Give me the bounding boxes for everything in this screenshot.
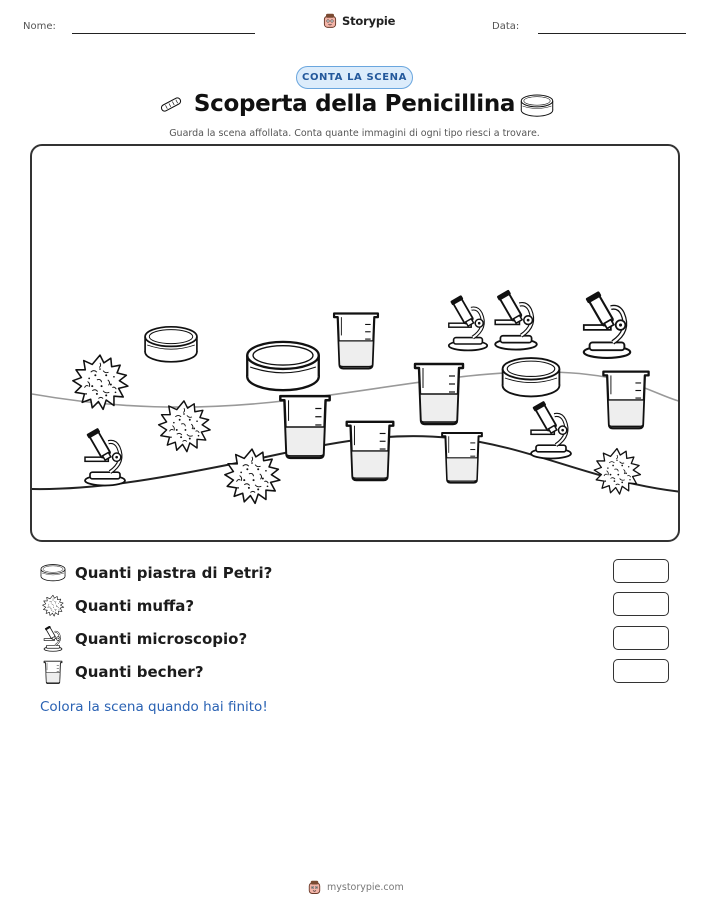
question-text: Quanti microscopio?	[75, 630, 248, 648]
mold-icon	[40, 594, 66, 618]
microscope	[444, 294, 492, 354]
answer-box-mold[interactable]	[613, 592, 669, 616]
question-text: Quanti becher?	[75, 663, 204, 681]
beaker	[326, 308, 386, 372]
section-badge: CONTA LA SCENA	[296, 66, 413, 89]
page-subtitle: Guarda la scena affollata. Conta quante immagini di ogni tipo riesci a trovare.	[169, 128, 540, 139]
petri-dish	[500, 355, 562, 401]
microscope	[526, 398, 576, 464]
beaker	[406, 358, 472, 428]
question-beaker	[40, 659, 204, 685]
footer-brand	[307, 880, 404, 895]
microscope	[80, 426, 130, 490]
brand-name: Storypie	[342, 14, 396, 28]
mold	[68, 352, 132, 414]
question-microscope	[40, 626, 247, 652]
beaker-icon	[40, 659, 66, 685]
petri-dish	[244, 338, 322, 396]
microscope	[578, 288, 636, 364]
answer-box-beaker[interactable]	[613, 659, 669, 683]
page-title: Scoperta della Penicillina	[193, 91, 516, 117]
date-label: Data:	[492, 21, 520, 32]
question-mold	[40, 593, 194, 619]
question-text: Quanti piastra di Petri?	[75, 564, 273, 582]
coloring-instruction: Colora la scena quando hai finito!	[40, 699, 268, 715]
brand-logo	[322, 13, 395, 29]
answer-box-petri-dish[interactable]	[613, 559, 669, 583]
date-field-line[interactable]	[538, 33, 686, 34]
mold	[590, 446, 644, 498]
footer-site[interactable]: mystorypie.com	[327, 882, 404, 893]
beaker	[434, 428, 490, 486]
counting-scene	[30, 144, 680, 542]
mascot-icon	[322, 13, 338, 29]
question-petri-dish	[40, 560, 272, 586]
petri-dish	[142, 324, 200, 366]
petri-dish-icon	[520, 93, 554, 119]
answer-box-microscope[interactable]	[613, 626, 669, 650]
petri-dish-icon	[40, 563, 66, 583]
microscope-icon	[40, 626, 66, 652]
microscope	[490, 288, 542, 354]
mold	[220, 446, 284, 508]
name-label: Nome:	[23, 21, 56, 32]
beaker	[338, 416, 402, 484]
name-field-line[interactable]	[72, 33, 255, 34]
question-text: Quanti muffa?	[75, 597, 195, 615]
mascot-icon	[307, 880, 322, 895]
mold	[154, 398, 214, 456]
beaker	[596, 366, 656, 432]
